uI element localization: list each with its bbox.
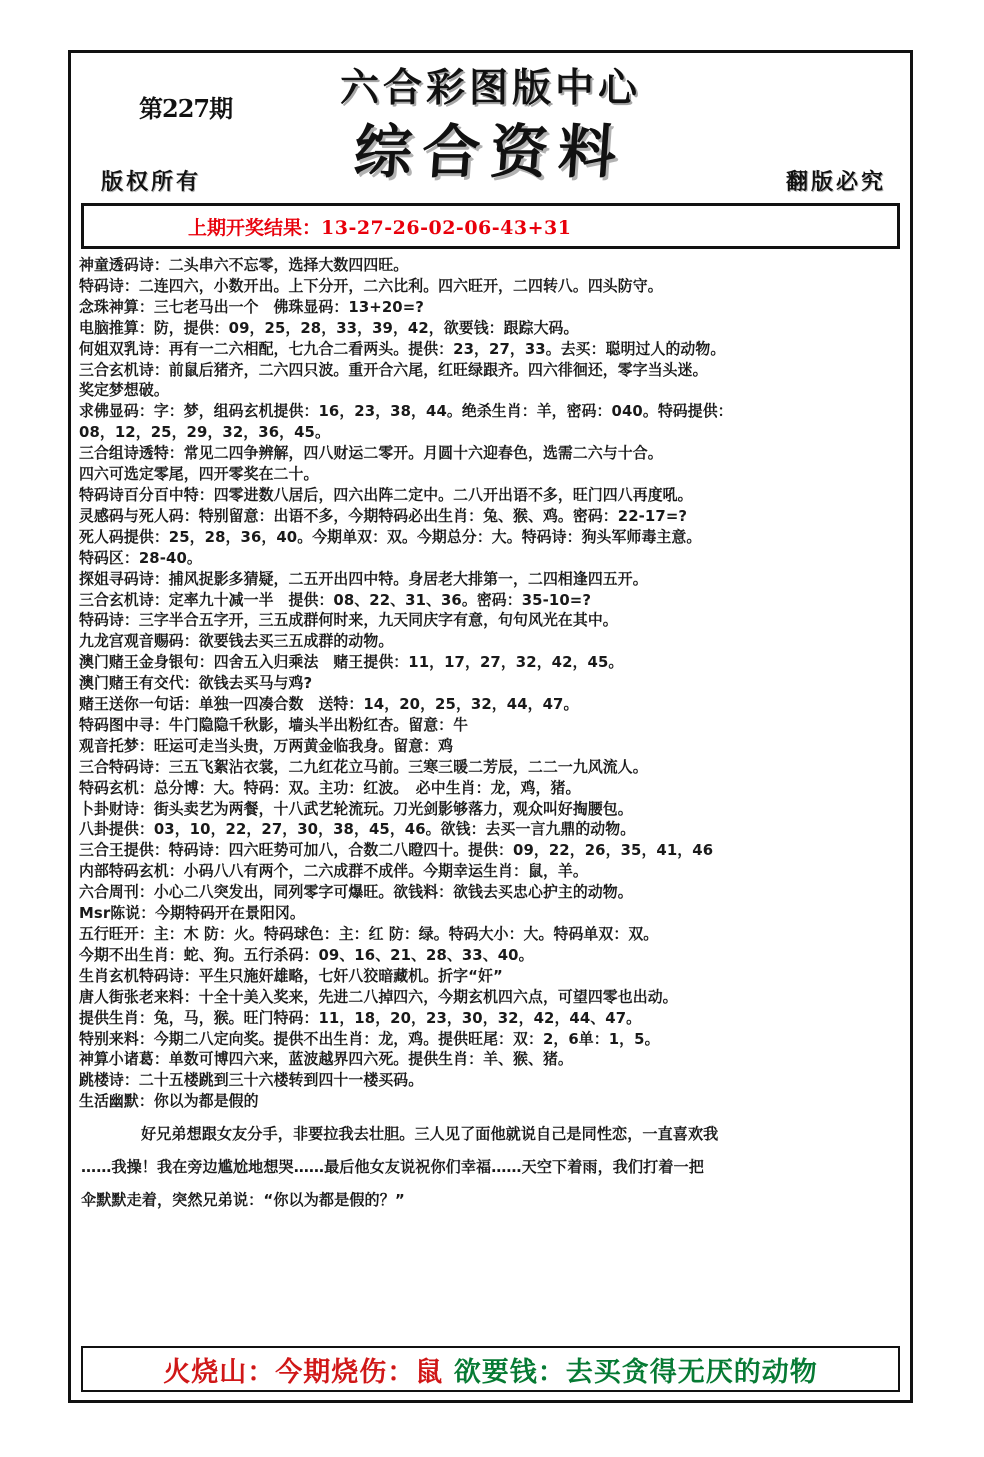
content-line: 特码玄机：总分博：大。特码：双。主功：红波。 必中生肖：龙，鸡，猪。 — [79, 778, 581, 797]
copyright-left-label: 版权所有 — [101, 169, 202, 195]
content-line: 四六可选定零尾，四开零奖在二十。 — [79, 465, 319, 484]
content-line: 观音托梦：旺运可走当头贵，万两黄金临我身。留意：鸡 — [79, 736, 454, 755]
content-line: 死人码提供：25，28，36，40。今期单双：双。今期总分：大。特码诗：狗头军师毒主意。 — [79, 527, 702, 546]
content-line: 奖定梦想破。 — [79, 381, 169, 400]
content-line: 生活幽默：你以为都是假的 — [79, 1092, 259, 1111]
poster-header — [71, 53, 910, 203]
last-draw-result-text — [188, 213, 571, 240]
content-line: 特码诗：二连四六，小数开出。上下分开，二六比利。四六旺开，二四转八。四头防守。 — [79, 276, 663, 295]
content-line: 五行旺开：主：木 防：火。特码球色：主：红 防：绿。特码大小：大。特码单双：双。 — [79, 925, 659, 943]
content-line: 九龙宫观音赐码：欲要钱去买三五成群的动物。 — [79, 632, 394, 651]
content-line: 特码诗：三字半合五字开，三五成群何时来，九天同庆字有意，句句风光在其中。 — [79, 611, 618, 630]
site-title: 六合彩图版中心 — [339, 65, 641, 111]
issue-number: 第227期 — [139, 94, 233, 123]
content-line: 08，12，25，29，32，36，45。 — [79, 423, 330, 442]
content-line: 特码图中寻：牛门隐隐千秋影，墙头半出粉红杏。留意：牛 — [79, 715, 469, 734]
last-draw-label: 上期开奖结果： — [188, 216, 322, 239]
content-line: 赌王送你一句话：单独一四凑合数 送特：14，20，25，32，44，47。 — [79, 695, 579, 714]
content-line: 神童透码诗：二头串六不忘零，选择大数四四旺。 — [79, 256, 409, 274]
content-line: 特码区：28-40。 — [79, 548, 202, 567]
content-line: 三合王提供：特码诗：四六旺势可加八，合数二八瞪四十。提供：09，22，26，35，41，46 — [79, 841, 714, 860]
content-line: 澳门赌王有交代：欲钱去买马与鸡? — [79, 674, 313, 693]
content-line: 探姐寻码诗：捕风捉影多猜疑，二五开出四中特。身居老大排第一，二四相逢四五开。 — [79, 569, 648, 588]
content-line: 八卦提供：03，10，22，27，30，38，45，46。欲钱：去买一言九鼎的动物。 — [79, 820, 636, 839]
content-line: 三合组诗透特：常见二四争辨解，四八财运二零开。月圆十六迎春色，选需二六与十合。 — [79, 444, 663, 463]
content-line: 求佛显码：字：梦，组码玄机提供：16，23，38，44。绝杀生肖：羊，密码：040。特码提供： — [79, 402, 733, 421]
content-line: Msr陈说：今期特码开在景阳冈。 — [79, 904, 305, 923]
footer-green-segment: 欲要钱：去买贪得无厌的动物 — [453, 1356, 818, 1388]
content-line: 何姐双乳诗：再有一二六相配，七九合二看两头。提供：23，27，33。去买：聪明过人的动物。 — [79, 339, 726, 358]
joke-paragraph: 好兄弟想跟女友分手，非要拉我去壮胆。三人见了面他就说自己是同性恋，一直喜欢我 — [141, 1125, 719, 1144]
content-lines — [71, 249, 910, 1112]
content-line: 特别来料：今期二八定向奖。提供不出生肖：龙，鸡。提供旺尾：双：2，6单：1，5。 — [79, 1029, 660, 1048]
content-line: 卜卦财诗：街头卖艺为两餐，十八武艺轮流玩。刀光剑影够落力，观众叫好掏腰包。 — [79, 799, 633, 818]
content-line: 念珠神算：三七老马出一个 佛珠显码：13+20=? — [79, 297, 424, 316]
content-line: 六合周刊：小心二八突发出，同列零字可爆旺。欲钱料：欲钱去买忠心护主的动物。 — [79, 883, 633, 902]
last-draw-numbers: 13-27-26-02-06-43+31 — [321, 216, 572, 239]
content-line: 三合玄机诗：前鼠后猪齐，二六四只波。重开合六尾，红旺绿跟齐。四六徘徊还，零字当头迷。 — [79, 360, 708, 379]
joke-paragraph: 伞默默走着，突然兄弟说：“你以为都是假的？” — [81, 1191, 405, 1210]
joke-paragraph: ……我操！我在旁边尴尬地想哭……最后他女友说祝你们幸福……天空下着雨，我们打着一把 — [81, 1158, 704, 1177]
content-line: 三合特码诗：三五飞絮沾衣裳，二九红花立马前。三寒三暖二芳辰，二二一九风流人。 — [79, 757, 648, 776]
copyright-right-label: 翻版必究 — [785, 169, 886, 195]
page-title: 综合资料 — [351, 118, 629, 186]
poster-sheet — [68, 50, 913, 1403]
last-draw-result-box — [81, 203, 900, 249]
joke-section — [71, 1112, 910, 1217]
content-line: 三合玄机诗：定率九十减一半 提供：08、22、31、36。密码：35-10=? — [79, 590, 592, 609]
content-line: 内部特码玄机：小码八八有两个，二六成群不成伴。今期幸运生肖：鼠，羊。 — [79, 862, 588, 881]
footer-banner — [81, 1346, 900, 1392]
content-line: 生肖玄机特码诗：平生只施奸雄略，七奸八狡暗藏机。折字“奸” — [79, 966, 503, 985]
footer-red-segment: 火烧山：今期烧伤：鼠 — [163, 1356, 444, 1388]
footer-banner-text — [163, 1350, 817, 1389]
content-line: 唐人街张老来料：十全十美入奖来，先进二八掉四六，今期玄机四六点，可望四零也出动。 — [79, 987, 678, 1006]
content-line: 跳楼诗：二十五楼跳到三十六楼转到四十一楼买码。 — [79, 1071, 424, 1090]
content-line: 提供生肖：兔，马，猴。旺门特码：11，18，20，23，30，32，42，44、47。 — [79, 1008, 642, 1027]
content-line: 今期不出生肖：蛇、狗。五行杀码：09、16、21、28、33、40。 — [79, 945, 534, 964]
content-line: 澳门赌王金身银句：四舍五入归乘法 赌王提供：11，17，27，32，42，45。 — [79, 653, 624, 672]
content-line: 神算小诸葛：单数可博四六来，蓝波越界四六死。提供生肖：羊、猴、猪。 — [79, 1050, 573, 1069]
content-line: 电脑推算：防，提供：09，25，28，33，39，42，欲要钱：跟踪大码。 — [79, 318, 579, 337]
content-line: 特码诗百分百中特：四零进数八居后，四六出阵二定中。二八开出语不多，旺门四八再度吼。 — [79, 485, 693, 504]
content-line: 灵感码与死人码：特别留意：出语不多，今期特码必出生肖：兔、猴、鸡。密码：22-17=? — [79, 506, 688, 525]
